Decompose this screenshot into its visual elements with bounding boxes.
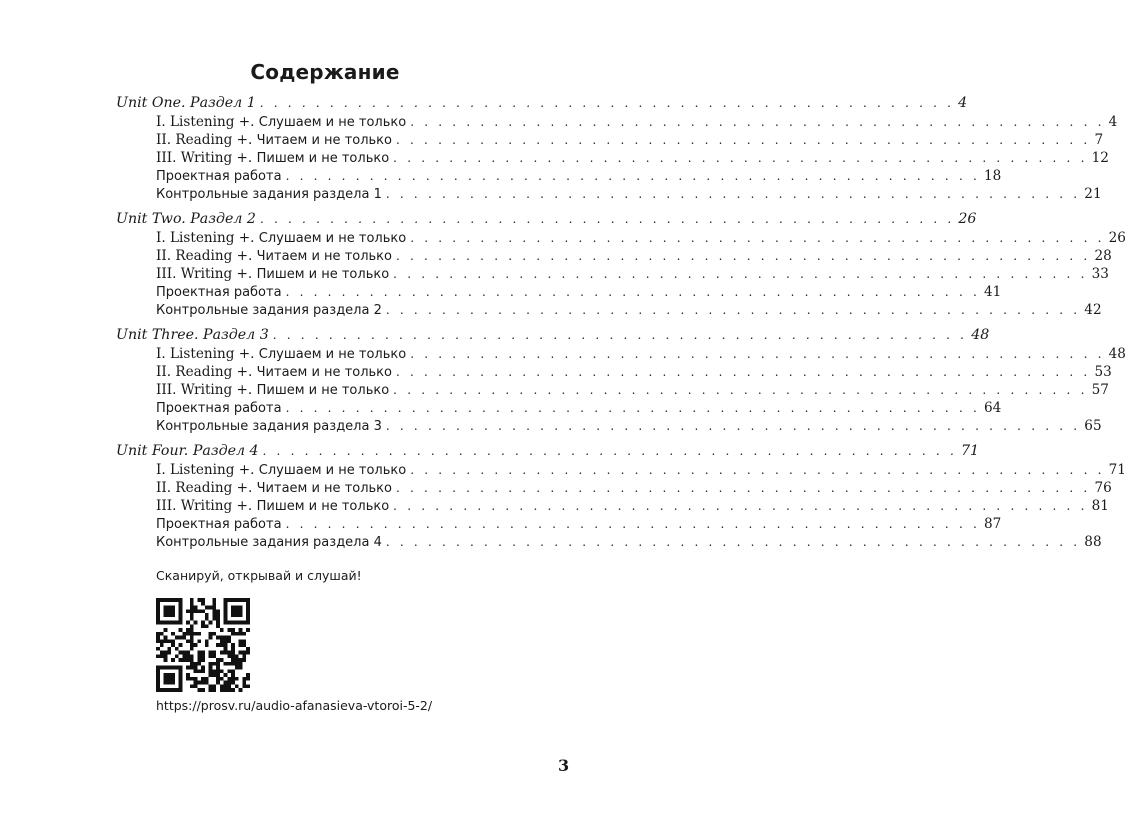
leader-dots: . . . . . . . . . . . . . . . . . . . . . . . . . . . . . . . . . . . . . . . . . . . . . . . . . .	[285, 285, 980, 299]
toc-entry[interactable]	[116, 113, 1118, 131]
entry-page-number: 26	[1108, 230, 1126, 246]
toc-entry[interactable]	[116, 399, 1002, 417]
section-english-label: I. Listening +.	[156, 230, 255, 246]
unit-heading[interactable]	[116, 210, 977, 229]
toc-entry[interactable]	[116, 461, 1126, 479]
toc-entry-label	[156, 479, 392, 498]
page-number: 3	[558, 756, 570, 775]
leader-dots: . . . . . . . . . . . . . . . . . . . . . . . . . . . . . . . . . . . . . . . . . . . . . . . . . .	[393, 383, 1088, 397]
toc-entry[interactable]	[116, 479, 1112, 497]
entry-page-number: 48	[1108, 346, 1126, 362]
section-russian-label: Слушаем и не только	[258, 115, 407, 130]
toc-entry-label	[156, 497, 389, 516]
entry-page-number: 21	[1084, 186, 1102, 202]
entry-page-number: 12	[1091, 150, 1109, 166]
toc-entry[interactable]	[116, 283, 1002, 301]
unit-section	[116, 326, 1126, 435]
leader-dots: . . . . . . . . . . . . . . . . . . . . . . . . . . . . . . . . . . . . . . . . . . . . . . . . . .	[396, 249, 1091, 263]
section-english-label: II. Reading +.	[156, 248, 253, 264]
leader-dots: . . . . . . . . . . . . . . . . . . . . . . . . . . . . . . . . . . . . . . . . . . . . . . . . . .	[272, 328, 968, 342]
toc-entry[interactable]	[116, 131, 1104, 149]
section-russian-label: Слушаем и не только	[258, 347, 407, 362]
toc-entry-label	[156, 131, 392, 150]
toc-entry-label	[156, 149, 389, 168]
entry-page-number: 42	[1084, 302, 1102, 318]
toc-entry-label	[156, 113, 406, 132]
audio-link[interactable]: https://prosv.ru/audio-afanasieva-vtoroi-5-2/	[156, 698, 433, 713]
section-russian-label: Контрольные задания раздела 3	[156, 419, 382, 434]
unit-section	[116, 210, 1126, 319]
section-english-label: I. Listening +.	[156, 114, 255, 130]
toc-entry[interactable]	[116, 497, 1109, 515]
section-russian-label: Контрольные задания раздела 4	[156, 535, 382, 550]
section-russian-label: Проектная работа	[156, 285, 282, 300]
leader-dots: . . . . . . . . . . . . . . . . . . . . . . . . . . . . . . . . . . . . . . . . . . . . . . . . . .	[396, 133, 1091, 147]
entry-page-number: 64	[984, 400, 1002, 416]
entry-page-number: 41	[984, 284, 1002, 300]
entry-page-number: 65	[1084, 418, 1102, 434]
toc-entry[interactable]	[116, 345, 1126, 363]
entry-page-number: 7	[1094, 132, 1104, 148]
toc-entry-label	[156, 399, 282, 418]
toc-entry[interactable]	[116, 301, 1102, 319]
toc-entry[interactable]	[116, 185, 1102, 203]
section-russian-label: Пишем и не только	[256, 151, 390, 166]
entry-page-number: 81	[1091, 498, 1109, 514]
leader-dots: . . . . . . . . . . . . . . . . . . . . . . . . . . . . . . . . . . . . . . . . . . . . . . . . . .	[393, 267, 1088, 281]
toc-entry-label	[156, 515, 282, 534]
toc-entry-label	[156, 301, 382, 320]
entry-page-number: 87	[984, 516, 1002, 532]
leader-dots: . . . . . . . . . . . . . . . . . . . . . . . . . . . . . . . . . . . . . . . . . . . . . . . . . .	[385, 187, 1081, 201]
toc-entry-label	[156, 185, 382, 204]
section-english-label: II. Reading +.	[156, 132, 253, 148]
leader-dots: . . . . . . . . . . . . . . . . . . . . . . . . . . . . . . . . . . . . . . . . . . . . . . . . . .	[385, 535, 1081, 549]
leader-dots: . . . . . . . . . . . . . . . . . . . . . . . . . . . . . . . . . . . . . . . . . . . . . . . . . .	[393, 499, 1088, 513]
leader-dots: . . . . . . . . . . . . . . . . . . . . . . . . . . . . . . . . . . . . . . . . . . . . . . . . . .	[396, 365, 1091, 379]
section-russian-label: Проектная работа	[156, 169, 282, 184]
unit-title: Unit One. Раздел 1	[116, 95, 256, 111]
unit-title: Unit Two. Раздел 2	[116, 211, 256, 227]
leader-dots: . . . . . . . . . . . . . . . . . . . . . . . . . . . . . . . . . . . . . . . . . . . . . . . . . .	[385, 303, 1081, 317]
unit-page-number: 71	[960, 443, 980, 459]
section-russian-label: Пишем и не только	[256, 267, 390, 282]
entry-page-number: 76	[1094, 480, 1112, 496]
toc-entry[interactable]	[116, 533, 1102, 551]
unit-section	[116, 94, 1118, 203]
qr-code-icon[interactable]	[156, 598, 250, 692]
unit-heading[interactable]	[116, 94, 968, 113]
toc-entry[interactable]	[116, 381, 1109, 399]
toc-entry-label	[156, 167, 282, 186]
toc-entry-label	[156, 381, 389, 400]
unit-page-number: 48	[971, 327, 990, 343]
toc-entry-label	[156, 265, 389, 284]
section-russian-label: Читаем и не только	[256, 249, 392, 264]
unit-heading[interactable]	[116, 326, 990, 345]
section-russian-label: Читаем и не только	[256, 133, 392, 148]
unit-page-number: 4	[958, 95, 968, 111]
section-russian-label: Пишем и не только	[256, 383, 390, 398]
leader-dots: . . . . . . . . . . . . . . . . . . . . . . . . . . . . . . . . . . . . . . . . . . . . . . . . . .	[285, 401, 980, 415]
leader-dots: . . . . . . . . . . . . . . . . . . . . . . . . . . . . . . . . . . . . . . . . . . . . . . . . . .	[410, 347, 1105, 361]
leader-dots: . . . . . . . . . . . . . . . . . . . . . . . . . . . . . . . . . . . . . . . . . . . . . . . . . .	[410, 231, 1105, 245]
toc-entry-label	[156, 345, 406, 364]
unit-title: Unit Three. Раздел 3	[116, 327, 269, 343]
leader-dots: . . . . . . . . . . . . . . . . . . . . . . . . . . . . . . . . . . . . . . . . . . . . . . . . . .	[259, 96, 955, 110]
leader-dots: . . . . . . . . . . . . . . . . . . . . . . . . . . . . . . . . . . . . . . . . . . . . . . . . . .	[262, 444, 957, 458]
toc-entry-label	[156, 283, 282, 302]
entry-page-number: 71	[1108, 462, 1126, 478]
toc-entry-label	[156, 533, 382, 552]
leader-dots: . . . . . . . . . . . . . . . . . . . . . . . . . . . . . . . . . . . . . . . . . . . . . . . . . .	[396, 481, 1091, 495]
section-russian-label: Контрольные задания раздела 2	[156, 303, 382, 318]
leader-dots: . . . . . . . . . . . . . . . . . . . . . . . . . . . . . . . . . . . . . . . . . . . . . . . . . .	[285, 517, 980, 531]
unit-heading[interactable]	[116, 442, 980, 461]
leader-dots: . . . . . . . . . . . . . . . . . . . . . . . . . . . . . . . . . . . . . . . . . . . . . . . . . .	[385, 419, 1081, 433]
section-russian-label: Пишем и не только	[256, 499, 390, 514]
section-english-label: I. Listening +.	[156, 462, 255, 478]
toc-entry[interactable]	[116, 417, 1102, 435]
section-english-label: II. Reading +.	[156, 480, 253, 496]
section-russian-label: Контрольные задания раздела 1	[156, 187, 382, 202]
table-of-contents	[116, 94, 1126, 558]
toc-entry[interactable]	[116, 265, 1109, 283]
entry-page-number: 88	[1084, 534, 1102, 550]
toc-entry[interactable]	[116, 167, 1002, 185]
entry-page-number: 53	[1094, 364, 1112, 380]
section-english-label: III. Writing +.	[156, 498, 253, 514]
entry-page-number: 28	[1094, 248, 1112, 264]
unit-title: Unit Four. Раздел 4	[116, 443, 259, 459]
entry-page-number: 57	[1091, 382, 1109, 398]
toc-entry[interactable]	[116, 363, 1112, 381]
entry-page-number: 33	[1091, 266, 1109, 282]
toc-entry[interactable]	[116, 515, 1002, 533]
toc-entry-label	[156, 417, 382, 436]
unit-section	[116, 442, 1126, 551]
section-russian-label: Читаем и не только	[256, 365, 392, 380]
section-english-label: II. Reading +.	[156, 364, 253, 380]
leader-dots: . . . . . . . . . . . . . . . . . . . . . . . . . . . . . . . . . . . . . . . . . . . . . . . . . .	[410, 463, 1105, 477]
section-russian-label: Проектная работа	[156, 401, 282, 416]
section-russian-label: Проектная работа	[156, 517, 282, 532]
toc-entry-label	[156, 461, 406, 480]
scan-prompt: Сканируй, открывай и слушай!	[156, 568, 362, 583]
section-english-label: III. Writing +.	[156, 266, 253, 282]
section-english-label: I. Listening +.	[156, 346, 255, 362]
section-russian-label: Слушаем и не только	[258, 231, 407, 246]
section-russian-label: Слушаем и не только	[258, 463, 407, 478]
leader-dots: . . . . . . . . . . . . . . . . . . . . . . . . . . . . . . . . . . . . . . . . . . . . . . . . . .	[393, 151, 1088, 165]
entry-page-number: 4	[1108, 114, 1118, 130]
toc-entry-label	[156, 363, 392, 382]
leader-dots: . . . . . . . . . . . . . . . . . . . . . . . . . . . . . . . . . . . . . . . . . . . . . . . . . .	[259, 212, 955, 226]
leader-dots: . . . . . . . . . . . . . . . . . . . . . . . . . . . . . . . . . . . . . . . . . . . . . . . . . .	[285, 169, 980, 183]
section-russian-label: Читаем и не только	[256, 481, 392, 496]
unit-page-number: 26	[958, 211, 977, 227]
toc-entry-label	[156, 247, 392, 266]
entry-page-number: 18	[984, 168, 1002, 184]
toc-entry[interactable]	[116, 229, 1126, 247]
toc-entry[interactable]	[116, 149, 1109, 167]
toc-entry-label	[156, 229, 406, 248]
section-english-label: III. Writing +.	[156, 382, 253, 398]
page-title: Содержание	[250, 60, 400, 84]
leader-dots: . . . . . . . . . . . . . . . . . . . . . . . . . . . . . . . . . . . . . . . . . . . . . . . . . .	[410, 115, 1105, 129]
toc-entry[interactable]	[116, 247, 1112, 265]
section-english-label: III. Writing +.	[156, 150, 253, 166]
